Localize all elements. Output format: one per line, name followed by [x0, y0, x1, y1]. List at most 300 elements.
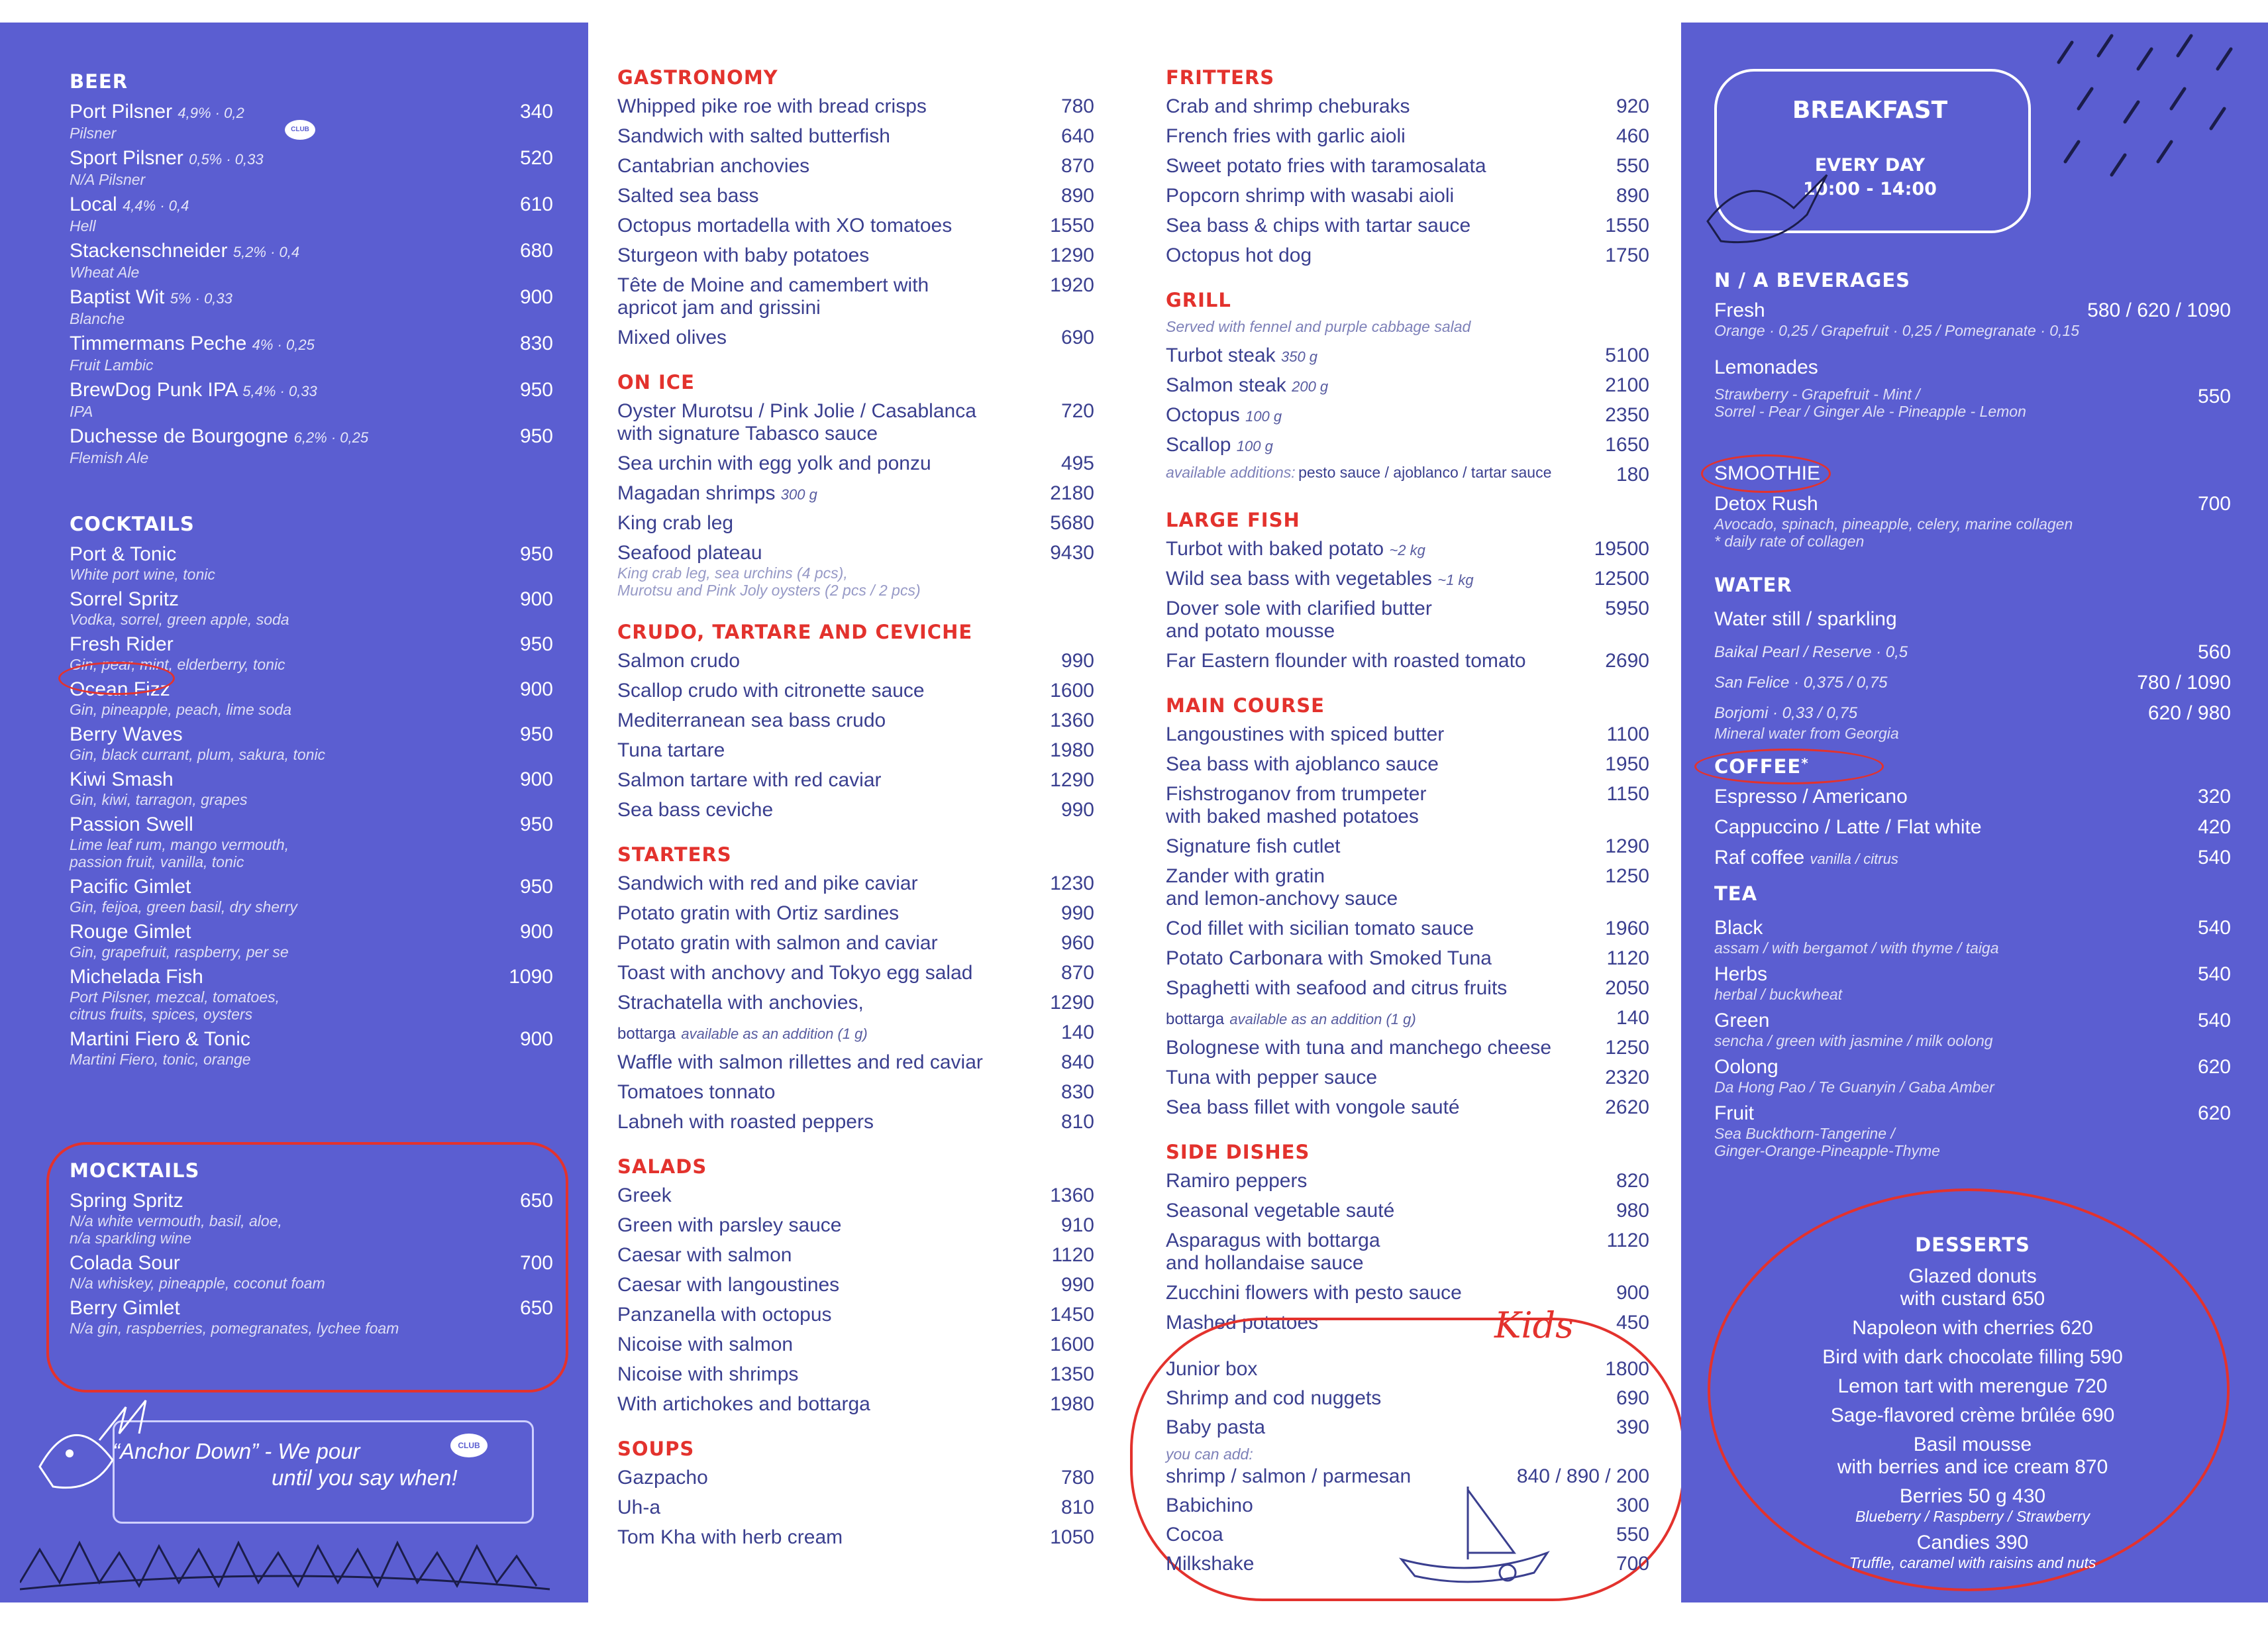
item-price: 320 [2197, 786, 2231, 808]
item-description: Pilsner [70, 125, 117, 142]
item-price: 900 [1616, 1282, 1649, 1304]
menu-item [1166, 723, 1649, 746]
item-name-text: Sorrel Spritz [70, 588, 180, 610]
item-name-text: Tuna with pepper sauce [1166, 1067, 1378, 1088]
item-name-text: Sea bass fillet with vongole sauté [1166, 1096, 1460, 1118]
menu-item [617, 739, 1094, 762]
item-price: 780 [1060, 1467, 1094, 1489]
item-name [1166, 1387, 1649, 1410]
item-name-text: Dover sole with clarified butter [1166, 598, 1432, 619]
item-name [1166, 947, 1649, 970]
additions-row [1166, 464, 1649, 486]
item-volume: 350 g [1280, 348, 1318, 365]
item-price: 1960 [1605, 918, 1649, 939]
item-name-text: Turbot with baked potato [1166, 538, 1384, 560]
item-price: 890 [1616, 185, 1649, 207]
item-name [1166, 1170, 1649, 1192]
item-name [1714, 786, 2231, 808]
item-name-text: Sandwich with red and pike caviar [617, 872, 918, 894]
section-title-soups: SOUPS [617, 1438, 695, 1460]
item-name [1166, 1007, 1649, 1031]
item-name-text: Strachatella with anchovies, [617, 992, 864, 1014]
item-price: 890 [1060, 185, 1094, 207]
item-name [1166, 1200, 1649, 1222]
section-title-fritters: FRITTERS [1166, 66, 1275, 89]
item-name-text: Mashed potatoes [1166, 1312, 1319, 1334]
item-price: 900 [519, 1028, 553, 1050]
section-title-main-course: MAIN COURSE [1166, 694, 1325, 717]
item-name-text: Espresso / Americano [1714, 786, 1908, 808]
item-name-text: Rouge Gimlet [70, 921, 191, 943]
item-name-text: Bolognese with tuna and manchego cheese [1166, 1037, 1552, 1059]
dessert-line: Berries 50 g 430 [1899, 1485, 2046, 1507]
lemonades-item [1714, 356, 2231, 420]
item-name-text: Crab and shrimp cheburaks [1166, 95, 1410, 117]
item-price: 540 [2197, 963, 2231, 985]
item-name-text: Sturgeon with baby potatoes [617, 244, 870, 266]
menu-item [1166, 185, 1649, 207]
item-volume: 4,9% · 0,2 [178, 105, 244, 121]
item-name-line-2: and lemon-anchovy sauce [1166, 888, 1398, 910]
item-name-text: Cappuccino / Latte / Flat white [1714, 816, 1982, 838]
menu-item [617, 650, 1094, 672]
menu-item [70, 543, 553, 583]
item-name-text: Borjomi · 0,33 / 0,75 [1714, 704, 1858, 722]
menu-item [617, 680, 1094, 702]
fresh-rider-highlight [58, 662, 175, 695]
item-name [1166, 374, 1649, 398]
section-title-water: WATER [1714, 574, 1792, 596]
item-price: 1980 [1050, 1393, 1094, 1415]
item-volume: 100 g [1236, 438, 1273, 454]
item-name-text: Caesar with langoustines [617, 1274, 840, 1296]
item-name [617, 932, 1094, 955]
item-name [1166, 723, 1649, 746]
kids-title: Kids [1494, 1304, 1574, 1346]
item-price: 2620 [1605, 1096, 1649, 1118]
item-price: 1230 [1050, 872, 1094, 894]
item-name-text: Langoustines with spiced butter [1166, 723, 1445, 745]
section-title-cocktails: COCKTAILS [70, 513, 195, 535]
breakfast-title: BREAKFAST [1792, 97, 1948, 124]
section-title-on-ice: ON ICE [617, 371, 695, 394]
menu-item [1166, 598, 1649, 643]
menu-item [617, 215, 1094, 237]
item-name-text: Toast with anchovy and Tokyo egg salad [617, 962, 973, 984]
fish-sketch-icon [13, 1381, 212, 1513]
item-name [1166, 835, 1649, 858]
item-price: 1600 [1050, 680, 1094, 702]
item-name-text: Duchesse de Bourgogne [70, 425, 289, 447]
item-name [1166, 1358, 1649, 1381]
item-name [70, 101, 553, 125]
item-price: 1290 [1605, 835, 1649, 857]
menu-item [1166, 835, 1649, 858]
menu-item [70, 147, 553, 188]
item-name [617, 1467, 1094, 1489]
item-price: 1750 [1605, 244, 1649, 266]
item-name [617, 1304, 1094, 1326]
item-name-text: Junior box [1166, 1358, 1258, 1380]
item-description: Lime leaf rum, mango vermouth, [70, 836, 289, 853]
item-price: 950 [519, 876, 553, 898]
menu-item [1166, 404, 1649, 428]
item-name [617, 709, 1094, 732]
item-price: 140 [1060, 1022, 1094, 1043]
menu-item [1166, 1230, 1649, 1275]
item-name [1714, 816, 2231, 839]
menu-item [1166, 753, 1649, 776]
menu-item [1714, 963, 2231, 1003]
boat-sketch-icon [1388, 1480, 1561, 1593]
item-price: 1950 [1605, 753, 1649, 775]
item-description: herbal / buckwheat [1714, 986, 1843, 1003]
menu-item [70, 876, 553, 916]
item-name-text: Sport Pilsner [70, 147, 183, 169]
menu-item [617, 244, 1094, 267]
smoothie-title: SMOOTHIE [1714, 462, 1821, 484]
item-name [617, 902, 1094, 925]
item-name-text: French fries with garlic aioli [1166, 125, 1406, 147]
smoothie-item [1714, 493, 2231, 550]
item-name [1166, 783, 1649, 806]
item-name [617, 1184, 1094, 1207]
item-name [617, 1214, 1094, 1237]
item-price: 990 [1060, 902, 1094, 924]
menu-item [70, 921, 553, 961]
fresh-item [1714, 299, 2231, 339]
section-title-beer: BEER [70, 70, 129, 93]
item-volume: 6,2% · 0,25 [293, 429, 369, 446]
item-volume: available as an addition (1 g) [1229, 1011, 1416, 1027]
item-name [617, 962, 1094, 984]
item-name-text: Potato Carbonara with Smoked Tuna [1166, 947, 1492, 969]
item-name [617, 1363, 1094, 1386]
item-name-text: Sea bass ceviche [617, 799, 774, 821]
item-name [1166, 977, 1649, 1000]
menu-item [617, 1467, 1094, 1489]
menu-item [1166, 1282, 1649, 1304]
item-price: 780 [1060, 95, 1094, 117]
item-description: Blanche [70, 310, 125, 327]
menu-item [617, 1496, 1094, 1519]
item-name-line-2: and potato mousse [1166, 620, 1335, 642]
section-title-coffee [1714, 755, 1809, 778]
item-name-text: Baptist Wit [70, 286, 165, 308]
menu-item [617, 1051, 1094, 1074]
item-price: 780 / 1090 [2137, 672, 2231, 694]
item-name [617, 1022, 1094, 1045]
item-price: 650 [519, 1190, 553, 1212]
menu-item [70, 286, 553, 327]
item-name [1166, 650, 1649, 672]
item-volume: available as an addition (1 g) [681, 1025, 868, 1042]
item-price: 820 [1616, 1170, 1649, 1192]
item-name-text: Seasonal vegetable sauté [1166, 1200, 1395, 1222]
wave-zigzag-icon [20, 1523, 563, 1596]
item-name [70, 768, 553, 791]
menu-item [1166, 344, 1649, 368]
menu-item [70, 333, 553, 374]
item-name [70, 425, 553, 449]
item-name-text: Martini Fiero & Tonic [70, 1028, 250, 1050]
additions-label: available additions: [1166, 464, 1296, 481]
menu-item [617, 1244, 1094, 1267]
menu-item [70, 588, 553, 628]
menu-item [617, 274, 1094, 319]
item-name-text: bottarga [617, 1025, 676, 1043]
item-name [1166, 753, 1649, 776]
item-name-text: Labneh with roasted peppers [617, 1111, 874, 1133]
item-price: 1290 [1050, 769, 1094, 791]
item-price: 2100 [1605, 374, 1649, 396]
item-name-text: Stackenschneider [70, 240, 228, 262]
section-title-grill: GRILL [1166, 289, 1231, 311]
item-name-text: Uh-a [617, 1496, 661, 1518]
item-name [617, 1393, 1094, 1416]
item-name-text: Pacific Gimlet [70, 876, 191, 898]
item-price: 830 [1060, 1081, 1094, 1103]
item-name-text: Port Pilsner [70, 101, 173, 123]
item-description: Gin, pineapple, peach, lime soda [70, 701, 291, 718]
item-price: 550 [1616, 155, 1649, 177]
additions-options: pesto sauce / ajoblanco / tartar sauce [1298, 464, 1552, 481]
item-name [70, 1190, 553, 1212]
item-volume: 5% · 0,33 [170, 290, 232, 307]
item-name-text: Zander with gratin [1166, 865, 1325, 887]
menu-item [617, 1334, 1094, 1356]
item-price: 920 [1616, 95, 1649, 117]
item-name-text: Fruit [1714, 1102, 1754, 1124]
item-name [617, 274, 1094, 297]
smoothie-price: 700 [2197, 493, 2231, 515]
item-volume: 4,4% · 0,4 [123, 197, 189, 214]
item-name-line-2: with baked mashed potatoes [1166, 806, 1419, 827]
item-name [70, 633, 553, 656]
item-description: N/a gin, raspberries, pomegranates, lychee foam [70, 1320, 399, 1337]
item-name [1714, 1010, 2231, 1032]
menu-item [70, 193, 553, 235]
item-name-text: Oolong [1714, 1056, 1778, 1078]
item-name [1166, 95, 1649, 118]
menu-item [1166, 95, 1649, 118]
menu-item [1714, 1010, 2231, 1049]
item-price: 1250 [1605, 865, 1649, 887]
item-name [617, 155, 1094, 178]
item-description: Martini Fiero, tonic, orange [70, 1051, 251, 1068]
item-price: 1550 [1050, 215, 1094, 236]
menu-item [1166, 244, 1649, 267]
menu-item [617, 125, 1094, 148]
item-name-text: Milkshake [1166, 1553, 1255, 1575]
item-description: assam / with bergamot / with thyme / taiga [1714, 939, 1999, 957]
menu-item [617, 1304, 1094, 1326]
item-description: Flemish Ale [70, 449, 149, 466]
section-title-side-dishes: SIDE DISHES [1166, 1141, 1310, 1163]
item-name [70, 333, 553, 356]
section-title-large-fish: LARGE FISH [1166, 509, 1300, 531]
item-name-text: bottarga [1166, 1010, 1225, 1028]
item-name [617, 1334, 1094, 1356]
anchor-line-2: until you say when! [272, 1465, 458, 1490]
item-name [617, 1274, 1094, 1296]
item-description: Gin, feijoa, green basil, dry sherry [70, 898, 297, 916]
item-price: 540 [2197, 917, 2231, 939]
item-name [617, 482, 1094, 506]
item-description: Hell [70, 217, 96, 235]
item-name [1166, 434, 1649, 458]
menu-item [1166, 1416, 1649, 1439]
item-name-text: Baikal Pearl / Reserve · 0,5 [1714, 643, 1908, 661]
menu-item [617, 1081, 1094, 1104]
item-name [617, 1111, 1094, 1133]
menu-item [1166, 947, 1649, 970]
item-name-text: Potato gratin with salmon and caviar [617, 932, 938, 954]
item-price: 620 / 980 [2147, 702, 2231, 724]
item-name-text: Fresh Rider [70, 633, 174, 655]
dessert-line: Lemon tart with merengue 720 [1837, 1375, 2108, 1397]
item-name [1166, 155, 1649, 178]
item-price: 1550 [1605, 215, 1649, 236]
item-name [617, 1051, 1094, 1074]
item-name-text: Wild sea bass with vegetables [1166, 568, 1432, 590]
item-name-text: San Felice · 0,375 / 0,75 [1714, 674, 1888, 692]
item-price: 900 [519, 768, 553, 790]
item-price: 140 [1616, 1007, 1649, 1029]
item-name [617, 650, 1094, 672]
item-name-text: Scallop crudo with citronette sauce [617, 680, 925, 702]
item-price: 1120 [1606, 1230, 1649, 1251]
item-description-2: n/a sparkling wine [70, 1230, 192, 1247]
item-price: 1120 [1051, 1244, 1094, 1266]
item-description: Vodka, sorrel, green apple, soda [70, 611, 289, 628]
item-price: 450 [1616, 1312, 1649, 1334]
item-description: King crab leg, sea urchins (4 pcs), [617, 564, 848, 582]
item-price: 300 [1616, 1495, 1649, 1516]
menu-item [1166, 977, 1649, 1000]
item-price: 1100 [1606, 723, 1649, 745]
menu-item [1166, 783, 1649, 828]
item-name [1166, 404, 1649, 428]
item-name [617, 992, 1094, 1014]
item-name [1166, 1037, 1649, 1059]
smoothie-note: * daily rate of collagen [1714, 533, 1865, 550]
menu-item [70, 814, 553, 870]
anchor-line-1: “Anchor Down” - We pour [113, 1439, 360, 1463]
item-name-text: Waffle with salmon rillettes and red caviar [617, 1051, 983, 1073]
rain-sketch-icon [2039, 23, 2264, 195]
item-name-text: Potato gratin with Ortiz sardines [617, 902, 900, 924]
item-price: 950 [519, 633, 553, 655]
item-name-text: Tuna tartare [617, 739, 725, 761]
menu-item [1714, 816, 2231, 839]
item-name-text: Salmon tartare with red caviar [617, 769, 882, 791]
item-name-text: Raf coffee [1714, 847, 1805, 868]
item-name-text: Fishstroganov from trumpeter [1166, 783, 1427, 805]
item-name-text: Black [1714, 917, 1763, 939]
item-name-text: Spring Spritz [70, 1190, 183, 1212]
item-price: 950 [519, 814, 553, 835]
item-name [617, 1526, 1094, 1549]
item-name [617, 400, 1094, 423]
additions-price: 180 [1616, 464, 1649, 486]
menu-item [617, 962, 1094, 984]
item-name-text: Salted sea bass [617, 185, 759, 207]
menu-item [70, 768, 553, 808]
item-description: Wheat Ale [70, 264, 140, 281]
item-name-text: Kiwi Smash [70, 768, 174, 790]
item-name [1166, 1230, 1649, 1252]
item-name-line-2: apricot jam and grissini [617, 297, 821, 319]
section-title-tea: TEA [1714, 882, 1758, 905]
menu-item [617, 1274, 1094, 1296]
item-price: 19500 [1594, 538, 1649, 560]
item-name-text: Mediterranean sea bass crudo [617, 709, 886, 731]
menu-item [1714, 1102, 2231, 1159]
item-price: 700 [1616, 1553, 1649, 1575]
item-name [1166, 1096, 1649, 1119]
item-price: 900 [519, 678, 553, 700]
item-price: 5680 [1050, 512, 1094, 534]
item-price: 1360 [1050, 1184, 1094, 1206]
item-name-text: Popcorn shrimp with wasabi aioli [1166, 185, 1455, 207]
menu-item [617, 542, 1094, 599]
section-title-mocktails: MOCKTAILS [70, 1159, 200, 1182]
item-description: Da Hong Pao / Te Guanyin / Gaba Amber [1714, 1078, 1994, 1096]
item-description: IPA [70, 403, 93, 420]
menu-item [70, 966, 553, 1023]
item-name [1166, 244, 1649, 267]
item-price: 1650 [1605, 434, 1649, 456]
item-name [617, 95, 1094, 118]
item-price: 550 [1616, 1524, 1649, 1546]
item-price: 460 [1616, 125, 1649, 147]
menu-item [70, 1252, 553, 1292]
item-name [70, 1252, 553, 1275]
menu-item [70, 723, 553, 763]
item-price: 870 [1060, 155, 1094, 177]
menu-item [1166, 434, 1649, 458]
item-name [1166, 568, 1649, 592]
item-price: 640 [1060, 125, 1094, 147]
item-price: 1800 [1605, 1358, 1649, 1380]
item-name [70, 876, 553, 898]
item-price: 1150 [1606, 783, 1649, 805]
item-price: 620 [2197, 1056, 2231, 1078]
drinks-panel [0, 23, 588, 1602]
smoothie-name: Detox Rush [1714, 493, 1818, 515]
item-name [1166, 918, 1649, 940]
menu-item [1166, 1170, 1649, 1192]
breakfast-days: EVERY DAY [1814, 155, 1926, 176]
item-price: 840 [1060, 1051, 1094, 1073]
item-name [1714, 1056, 2231, 1078]
menu-item [1166, 1096, 1649, 1119]
item-price: 980 [1616, 1200, 1649, 1222]
item-name-text: Green [1714, 1010, 1770, 1031]
item-name-text: Spaghetti with seafood and citrus fruits [1166, 977, 1508, 999]
item-volume: 300 g [780, 486, 817, 503]
item-price: 700 [519, 1252, 553, 1274]
item-description: Gin, grapefruit, raspberry, per se [70, 943, 289, 961]
item-name [617, 452, 1094, 475]
food-panel-2 [1123, 23, 1680, 1602]
menu-item [1166, 650, 1649, 672]
item-price: 810 [1060, 1111, 1094, 1133]
menu-item [1166, 1067, 1649, 1089]
item-price: 990 [1060, 799, 1094, 821]
smoothie-desc: Avocado, spinach, pineapple, celery, marine collagen [1714, 515, 2073, 533]
